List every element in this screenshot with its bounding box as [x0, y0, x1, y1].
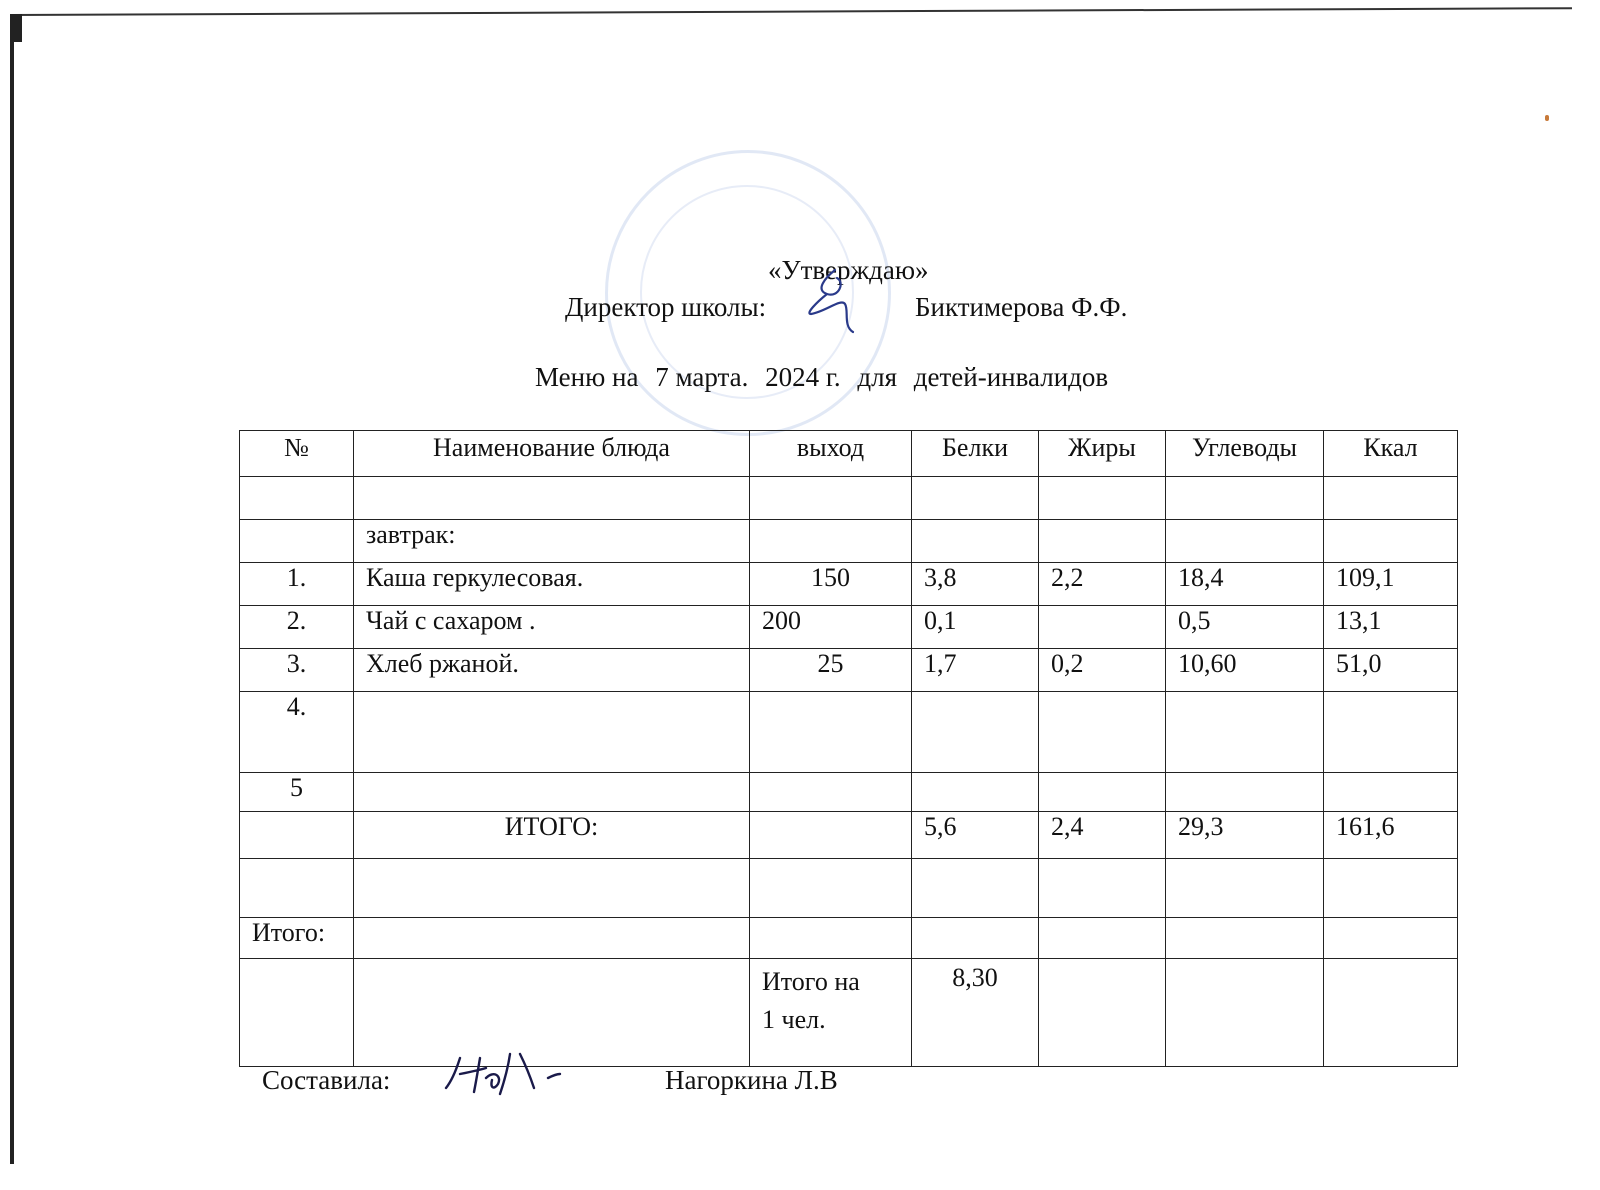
table-row	[240, 477, 1458, 520]
director-name: Биктимерова Ф.Ф.	[915, 292, 1128, 322]
dish-protein: 1,7	[912, 649, 1039, 692]
per-person-label-line2: 1 чел.	[762, 1005, 826, 1034]
composer-signature	[440, 1048, 570, 1098]
table-row	[240, 520, 1458, 563]
header-cell: №	[240, 431, 354, 477]
menu-year: 2024 г.	[765, 362, 841, 392]
row-number: 1.	[240, 563, 354, 606]
total-carb: 29,3	[1166, 812, 1324, 859]
total-fat: 2,4	[1039, 812, 1166, 859]
table-row	[240, 692, 1458, 773]
menu-title	[535, 362, 1118, 393]
header-cell: Ккал	[1324, 431, 1458, 477]
table-row	[240, 649, 1458, 692]
total-label: ИТОГО:	[354, 812, 750, 859]
header-cell: Углеводы	[1166, 431, 1324, 477]
dish-kcal: 51,0	[1324, 649, 1458, 692]
table-row	[240, 606, 1458, 649]
section-label: завтрак:	[354, 520, 750, 563]
per-person-row	[240, 959, 1458, 1067]
dish-fat	[1039, 606, 1166, 649]
table-row	[240, 563, 1458, 606]
approve-heading: «Утверждаю»	[768, 255, 929, 285]
dish-carb: 18,4	[1166, 563, 1324, 606]
scan-corner	[10, 14, 22, 42]
table-row	[240, 773, 1458, 812]
composer-name: Нагоркина Л.В	[665, 1065, 838, 1095]
per-person-value: 8,30	[912, 959, 1039, 1067]
menu-for: для	[857, 362, 898, 392]
scan-edge-left	[10, 14, 14, 1164]
row-number: 5	[240, 773, 354, 812]
dish-fat: 0,2	[1039, 649, 1166, 692]
dish-output: 25	[750, 649, 912, 692]
menu-prefix: Меню на	[535, 362, 639, 392]
total-protein: 5,6	[912, 812, 1039, 859]
header-cell: выход	[750, 431, 912, 477]
header-cell: Наименование блюда	[354, 431, 750, 477]
itogo-label: Итого:	[240, 918, 354, 959]
dish-kcal: 109,1	[1324, 563, 1458, 606]
header-cell: Жиры	[1039, 431, 1166, 477]
composed-label: Составила:	[262, 1065, 391, 1095]
per-person-label	[750, 959, 912, 1067]
dish-kcal: 13,1	[1324, 606, 1458, 649]
dish-protein: 0,1	[912, 606, 1039, 649]
scan-edge-top	[12, 7, 1572, 16]
header-cell: Белки	[912, 431, 1039, 477]
row-number: 4.	[240, 692, 354, 773]
dish-name: Хлеб ржаной.	[354, 649, 750, 692]
per-person-label-line1: Итого на	[762, 967, 860, 996]
menu-target: детей-инвалидов	[913, 362, 1109, 392]
total-kcal: 161,6	[1324, 812, 1458, 859]
dish-output: 200	[750, 606, 912, 649]
dish-name: Чай с сахаром .	[354, 606, 750, 649]
dish-output: 150	[750, 563, 912, 606]
row-number: 3.	[240, 649, 354, 692]
total-row	[240, 812, 1458, 859]
table-row	[240, 859, 1458, 918]
dish-carb: 0,5	[1166, 606, 1324, 649]
director-label: Директор школы:	[565, 292, 767, 322]
row-number: 2.	[240, 606, 354, 649]
dish-protein: 3,8	[912, 563, 1039, 606]
dish-carb: 10,60	[1166, 649, 1324, 692]
table-header-row	[240, 431, 1458, 477]
dish-fat: 2,2	[1039, 563, 1166, 606]
menu-table	[239, 430, 1458, 1067]
itogo-row	[240, 918, 1458, 959]
menu-date: 7 марта.	[655, 362, 749, 392]
dish-name: Каша геркулесовая.	[354, 563, 750, 606]
director-signature	[805, 268, 875, 338]
scan-speck	[1545, 115, 1549, 121]
